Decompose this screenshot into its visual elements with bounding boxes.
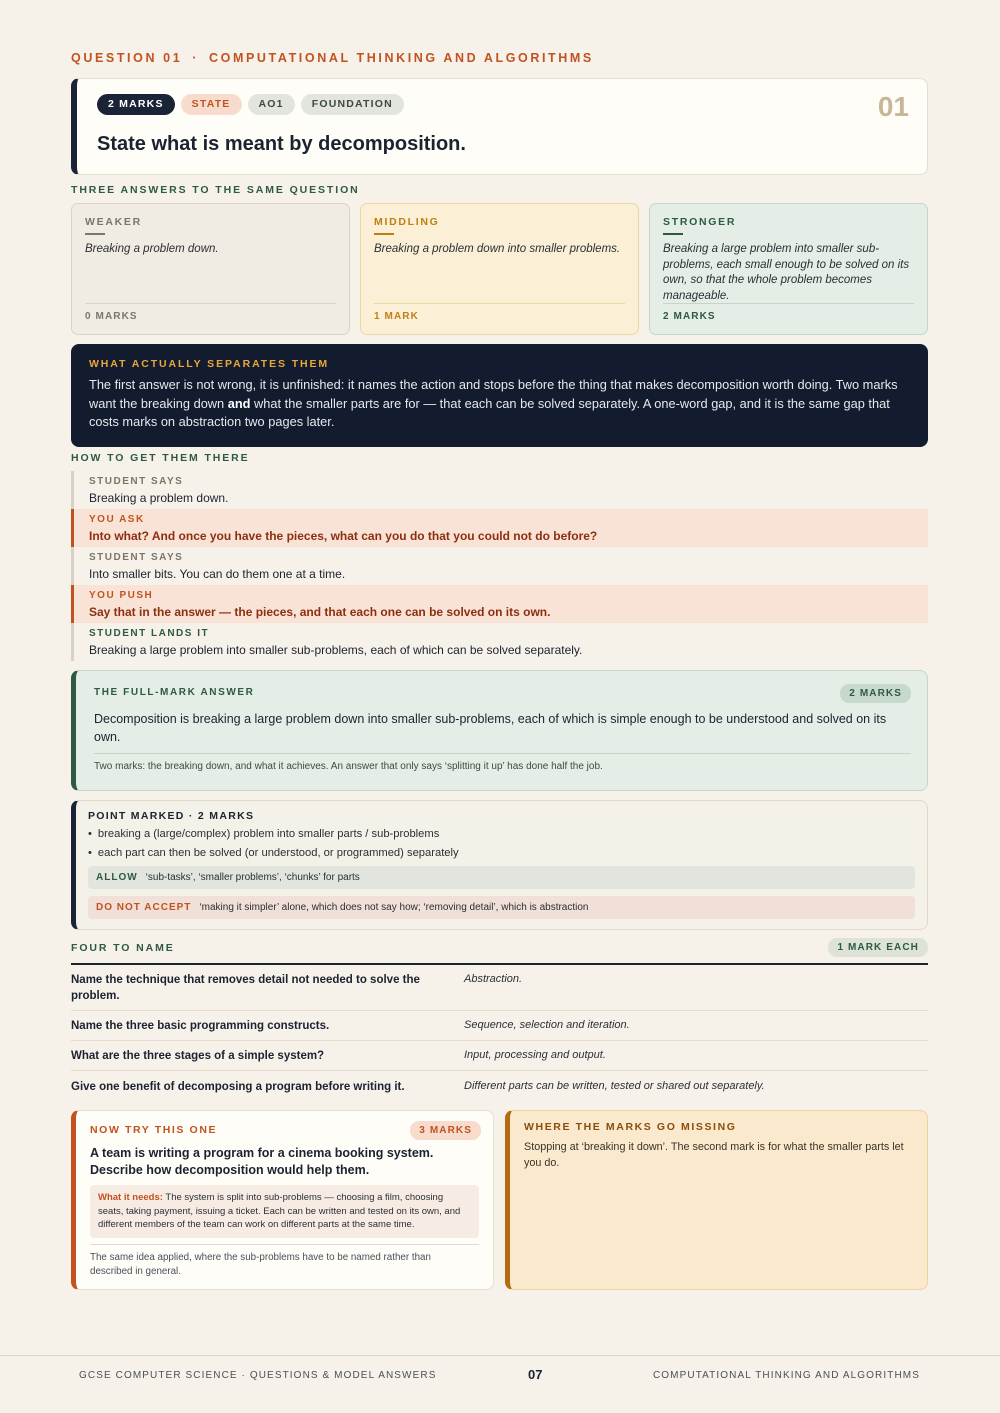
try-this-label: NOW TRY THIS ONE bbox=[90, 1124, 218, 1136]
level-rule bbox=[663, 233, 683, 235]
divider bbox=[374, 303, 625, 304]
answer-text: Breaking a large problem into smaller sub-problems, each small enough to be solved on its own, so that the whole problem becomes manageable. bbox=[663, 243, 910, 302]
question-label: QUESTION 01 bbox=[71, 51, 183, 65]
do-not-accept-strip bbox=[88, 896, 915, 919]
answer-marks: 2 MARKS bbox=[663, 311, 716, 322]
divider bbox=[663, 303, 914, 304]
question-text: State what is meant by decomposition. bbox=[97, 133, 466, 155]
do-not-accept-text: ‘making it simpler’ alone, which does not say how; ‘removing detail’, which is abstraction bbox=[199, 902, 589, 913]
marks-go-missing-text: Stopping at ‘breaking it down’. The second mark is for what the smaller parts let you do. bbox=[524, 1141, 904, 1169]
allow-label: ALLOW bbox=[96, 872, 138, 883]
point-marked-card bbox=[71, 800, 928, 930]
dialogue-speaker: YOU PUSH bbox=[89, 590, 154, 601]
dialogue-speaker: YOU ASK bbox=[89, 514, 145, 525]
answer-text: Breaking a problem down. bbox=[85, 243, 219, 255]
row-question: Give one benefit of decomposing a program before writing it. bbox=[71, 1081, 405, 1093]
answer-text: Breaking a problem down into smaller problems. bbox=[374, 243, 621, 255]
eyebrow-separator: · bbox=[192, 51, 200, 65]
dialogue-speaker: STUDENT SAYS bbox=[89, 552, 184, 563]
separates-text-end: what the smaller parts are for — that each can be solved separately. A one-word gap, and it is the same gap that costs marks on abstraction two pages later. bbox=[89, 395, 890, 430]
what-it-needs-text: The system is split into sub-problems — choosing a film, choosing seats, taking payment, issuing a ticket. Each can be written and tested on its own, and different members of the team can work on different parts at the same time. bbox=[98, 1192, 461, 1231]
mark-point: • breaking a (large/complex) problem into smaller parts / sub-problems bbox=[88, 828, 439, 840]
dialogue-turn-teacher-ask bbox=[71, 509, 928, 547]
topic-label: COMPUTATIONAL THINKING AND ALGORITHMS bbox=[209, 51, 594, 65]
row-question: What are the three stages of a simple system? bbox=[71, 1050, 325, 1062]
what-it-needs-box bbox=[90, 1185, 479, 1238]
answer-card-weaker bbox=[71, 203, 350, 335]
four-to-name-header bbox=[71, 937, 928, 965]
table-row bbox=[71, 1011, 928, 1041]
answer-level: WEAKER bbox=[85, 216, 142, 228]
page-footer bbox=[0, 1355, 1000, 1413]
try-this-question: A team is writing a program for a cinema booking system. Describe how decomposition would help them. bbox=[90, 1146, 434, 1177]
what-it-needs-label: What it needs: bbox=[98, 1192, 163, 1203]
question-eyebrow bbox=[71, 51, 594, 65]
level-rule bbox=[85, 233, 105, 235]
assessment-objective-chip: AO1 bbox=[248, 94, 295, 115]
page-number: 07 bbox=[528, 1367, 543, 1382]
row-answer: Sequence, selection and iteration. bbox=[464, 1019, 630, 1031]
table-row bbox=[71, 1041, 928, 1071]
table-row bbox=[71, 1071, 928, 1102]
separates-text-start: The first answer is not wrong, it is unfinished: it names the action and stops before the thing that makes decomposition worth doing. Two marks want the breaking down bbox=[89, 377, 898, 411]
full-mark-note: Two marks: the breaking down, and what it achieves. An answer that only says ‘splitting it up’ has done half the job. bbox=[94, 761, 603, 772]
dialogue-turn-student-lands bbox=[71, 623, 928, 661]
dialogue-text: Into what? And once you have the pieces, what can you do that you could not do before? bbox=[89, 529, 598, 543]
footer-book-title: GCSE COMPUTER SCIENCE · QUESTIONS & MODEL ANSWERS bbox=[79, 1370, 437, 1381]
dialogue-text: Breaking a large problem into smaller sub-problems, each of which can be solved separately. bbox=[89, 643, 583, 657]
answers-section-label: THREE ANSWERS TO THE SAME QUESTION bbox=[71, 184, 360, 196]
allow-text: ‘sub-tasks’, ‘smaller problems’, ‘chunks’ for parts bbox=[145, 872, 360, 883]
question-card bbox=[71, 78, 928, 175]
full-mark-marks-badge: 2 MARKS bbox=[840, 684, 911, 703]
answer-level: STRONGER bbox=[663, 216, 737, 228]
full-mark-text: Decomposition is breaking a large problem down into smaller sub-problems, each of which is simple enough to be understood and solved on its own. bbox=[94, 712, 887, 744]
question-number: 01 bbox=[877, 91, 909, 122]
separates-panel bbox=[71, 344, 928, 447]
try-this-marks-badge: 3 MARKS bbox=[410, 1121, 481, 1140]
divider bbox=[90, 1244, 479, 1245]
answer-marks: 1 MARK bbox=[374, 311, 419, 322]
row-answer: Different parts can be written, tested or shared out separately. bbox=[464, 1080, 765, 1092]
row-answer: Input, processing and output. bbox=[464, 1049, 606, 1061]
divider bbox=[94, 753, 911, 754]
dialogue-turn-student bbox=[71, 547, 928, 585]
try-this-note: The same idea applied, where the sub-problems have to be named rather than described in general. bbox=[90, 1252, 431, 1277]
dialogue-text: Breaking a problem down. bbox=[89, 491, 229, 505]
marks-chip: 2 MARKS bbox=[97, 94, 175, 115]
try-this-card bbox=[71, 1110, 494, 1290]
dialogue-speaker: STUDENT SAYS bbox=[89, 476, 184, 487]
answer-marks: 0 MARKS bbox=[85, 311, 138, 322]
dialogue-speaker: STUDENT LANDS IT bbox=[89, 628, 210, 639]
dialogue-turn-student bbox=[71, 471, 928, 509]
allow-strip bbox=[88, 866, 915, 889]
dialogue-turn-teacher-push bbox=[71, 585, 928, 623]
separates-text bbox=[89, 376, 908, 432]
mark-point: • each part can then be solved (or understood, or programmed) separately bbox=[88, 847, 459, 859]
footer-chapter-title: COMPUTATIONAL THINKING AND ALGORITHMS bbox=[652, 1370, 920, 1381]
full-mark-answer-card bbox=[71, 670, 928, 791]
four-to-name-marks-badge: 1 MARK EACH bbox=[828, 938, 928, 957]
dialogue-section-label: HOW TO GET THEM THERE bbox=[71, 452, 250, 464]
dialogue-text: Say that in the answer — the pieces, and that each one can be solved on its own. bbox=[89, 605, 551, 619]
row-answer: Abstraction. bbox=[464, 973, 523, 985]
tier-chip: FOUNDATION bbox=[301, 94, 404, 115]
point-marked-label: POINT MARKED · 2 MARKS bbox=[88, 810, 255, 822]
divider bbox=[85, 303, 336, 304]
level-rule bbox=[374, 233, 394, 235]
marks-go-missing-card bbox=[505, 1110, 928, 1290]
row-question: Name the technique that removes detail not needed to solve the problem. bbox=[71, 974, 420, 1002]
answer-card-middling bbox=[360, 203, 639, 335]
command-word-chip: STATE bbox=[181, 94, 242, 115]
question-chips bbox=[97, 94, 404, 115]
answer-level: MIDDLING bbox=[374, 216, 440, 228]
four-to-name-label: FOUR TO NAME bbox=[71, 942, 175, 954]
do-not-accept-label: DO NOT ACCEPT bbox=[96, 902, 192, 913]
dialogue-text: Into smaller bits. You can do them one at a time. bbox=[89, 567, 346, 581]
marks-go-missing-label: WHERE THE MARKS GO MISSING bbox=[524, 1121, 737, 1133]
row-question: Name the three basic programming constructs. bbox=[71, 1020, 330, 1032]
full-mark-label: THE FULL-MARK ANSWER bbox=[94, 687, 255, 698]
table-row bbox=[71, 966, 928, 1011]
answer-card-stronger bbox=[649, 203, 928, 335]
separates-emphasis: and bbox=[227, 395, 251, 411]
separates-label: WHAT ACTUALLY SEPARATES THEM bbox=[89, 358, 330, 370]
